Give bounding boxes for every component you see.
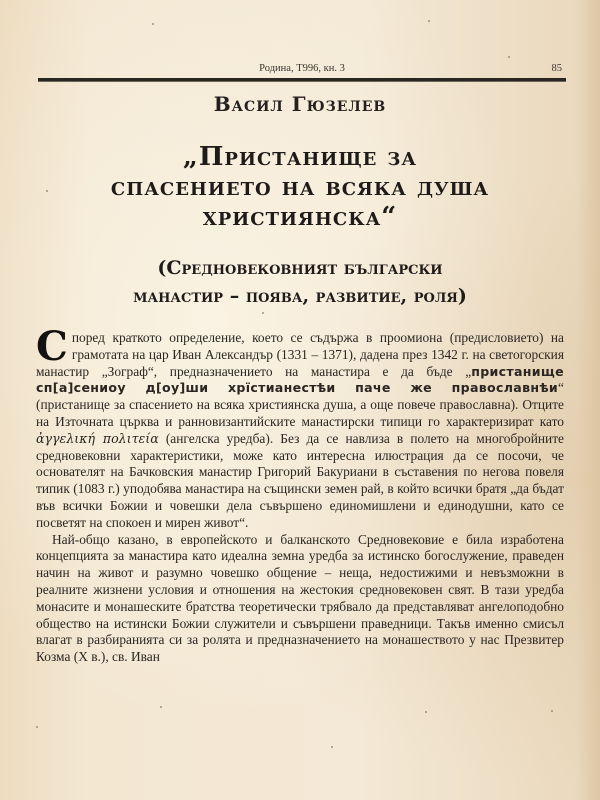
subtitle-line: манастир – поява, развитие, роля) — [133, 285, 467, 307]
paragraph-1 — [36, 323, 564, 532]
paper-speck — [428, 20, 430, 22]
title-line: християнска“ — [202, 202, 398, 232]
paper-speck — [36, 726, 38, 728]
page-number: 85 — [551, 63, 562, 74]
header-rule — [38, 78, 566, 82]
paragraph-text: (ангелска уредба). Без да се навлиза в полето на многобройните средновековни характеристики, може като интересна илюстрация да се посочи, че основателят на Бачковския манастир Григорий Бакуриани в съставения по негова повеля типик (1083 г.) уподобява манастира на същински земен рай, в който всички братя „да бъдат във всички Божии и човешки дела съвършено единомишлени и единодушни, като се посветят на спокоен и мирен живот“. — [36, 430, 564, 530]
article-body — [36, 323, 564, 666]
church-slavonic-quote: пристанище сп[а]сениоу д[оу]ши хрїстианестѣи паче же православнѣи — [36, 363, 564, 396]
paragraph-text: Най-общо казано, в европейското и балканското Средновековие е била изработена концепцията за манастира като идеална земна уредба за истинско богослужение, праведен начин на живот и разумно човешко общение – неща, недостижими и невъзможни в реалните жизнени условия и отношения на жестокия средновековен свят. В тази уредба монасите и монашеските братства теоретически трябвало да представляват ангелоподобно общество на истински Божии служители и съвършени праведници. Такъв именно смисъл влагат в разбиранията си за ролята и предназначението на монашеството у нас Презвитер Козма (X в.), св. Иван — [36, 531, 564, 665]
article-title — [30, 142, 570, 232]
paper-speck — [331, 746, 333, 748]
article-author: Васил Гюзелев — [213, 92, 387, 116]
journal-citation: Родина, Т996, кн. 3 — [259, 63, 345, 74]
drop-cap: С — [36, 323, 68, 370]
article-subtitle — [30, 254, 570, 310]
running-head — [38, 63, 566, 77]
title-line: „Пристанище за — [182, 142, 418, 172]
paper-speck — [551, 710, 553, 712]
paragraph-text: “ (пристанище за спасението на всяка християнска душа, а още повече православна). Отците на Източната църква и ранновизантийските манастирски типици го характеризират като — [36, 380, 564, 429]
paper-speck — [425, 711, 427, 713]
paper-speck — [508, 56, 510, 58]
greek-term: ἀγγελική πολιτεία — [36, 430, 159, 446]
paper-speck — [262, 312, 264, 314]
paper-speck — [46, 190, 48, 192]
paper-speck — [160, 706, 162, 708]
paper-speck — [152, 23, 154, 25]
title-line: спасението на всяка душа — [110, 172, 490, 202]
paragraph-2 — [36, 532, 564, 666]
paragraph-text: поред краткото определение, което се съдържа в проомиона (предисловието) на грамотата на цар Иван Александър (1331 – 1371), дадена през 1342 г. на светогорския манастир „Зограф“, предназначението на манастира е да бъде „ — [36, 330, 564, 379]
subtitle-line: (Средновековният български — [157, 257, 443, 279]
